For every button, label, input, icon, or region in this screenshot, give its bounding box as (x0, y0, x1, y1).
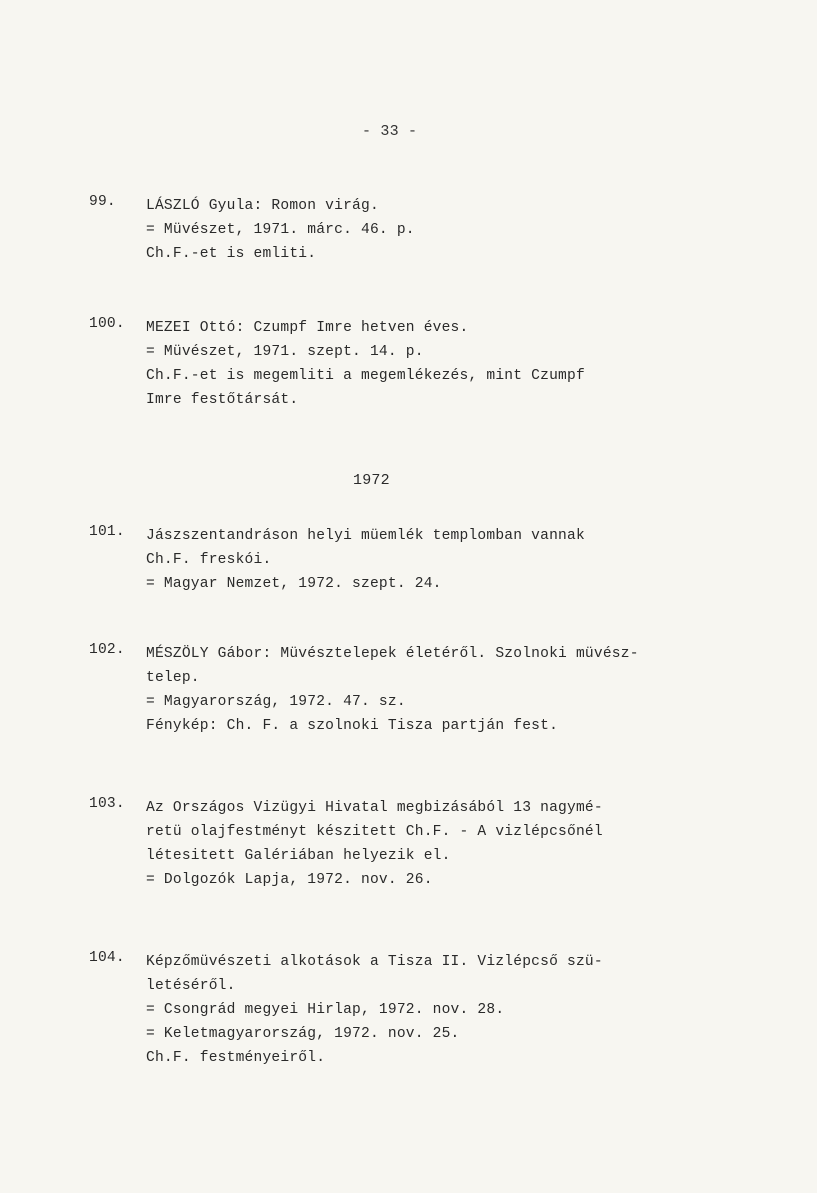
entry-line: = Dolgozók Lapja, 1972. nov. 26. (146, 872, 433, 888)
entry-text (146, 316, 786, 412)
entry-line: Jászszentandráson helyi müemlék templomban vannak (146, 528, 585, 544)
entry-line: = Csongrád megyei Hirlap, 1972. nov. 28. (146, 1002, 505, 1018)
entry-line: = Müvészet, 1971. szept. 14. p. (146, 344, 424, 360)
entry-line: retü olajfestményt készitett Ch.F. - A vizlépcsőnél (146, 824, 603, 840)
entry-line: Fénykép: Ch. F. a szolnoki Tisza partján fest. (146, 718, 559, 734)
entry-line: Ch.F.-et is megemliti a megemlékezés, mint Czumpf (146, 368, 585, 384)
entry-line: MÉSZÖLY Gábor: Müvésztelepek életéről. Szolnoki müvész- (146, 646, 639, 662)
entry-number: 102. (89, 642, 125, 658)
entry-line: letéséről. (146, 978, 236, 994)
entry-text (146, 950, 786, 1070)
entry-number: 101. (89, 524, 125, 540)
entry-line: = Magyarország, 1972. 47. sz. (146, 694, 406, 710)
entry-line: MEZEI Ottó: Czumpf Imre hetven éves. (146, 320, 469, 336)
entry-line: = Keletmagyarország, 1972. nov. 25. (146, 1026, 460, 1042)
entry-text (146, 642, 786, 738)
page-number: - 33 - (362, 123, 418, 140)
year-heading: 1972 (353, 472, 390, 489)
entry-line: Ch.F. festményeiről. (146, 1050, 326, 1066)
entry-line: létesitett Galériában helyezik el. (146, 848, 451, 864)
entry-line: = Müvészet, 1971. márc. 46. p. (146, 222, 415, 238)
entry-line: Imre festőtársát. (146, 392, 299, 408)
entry-line: Ch.F. freskói. (146, 552, 272, 568)
entry-line: = Magyar Nemzet, 1972. szept. 24. (146, 576, 442, 592)
entry-text (146, 524, 786, 596)
entry-line: Az Országos Vizügyi Hivatal megbizásából 13 nagymé- (146, 800, 603, 816)
entry-number: 100. (89, 316, 125, 332)
entry-number: 103. (89, 796, 125, 812)
entry-number: 104. (89, 950, 125, 966)
entry-line: Ch.F.-et is emliti. (146, 246, 317, 262)
entry-number: 99. (89, 194, 116, 210)
entry-line: telep. (146, 670, 200, 686)
entry-line: Képzőmüvészeti alkotások a Tisza II. Vizlépcső szü- (146, 954, 603, 970)
entry-text (146, 194, 786, 266)
entry-line: LÁSZLÓ Gyula: Romon virág. (146, 198, 379, 214)
entry-text (146, 796, 786, 892)
